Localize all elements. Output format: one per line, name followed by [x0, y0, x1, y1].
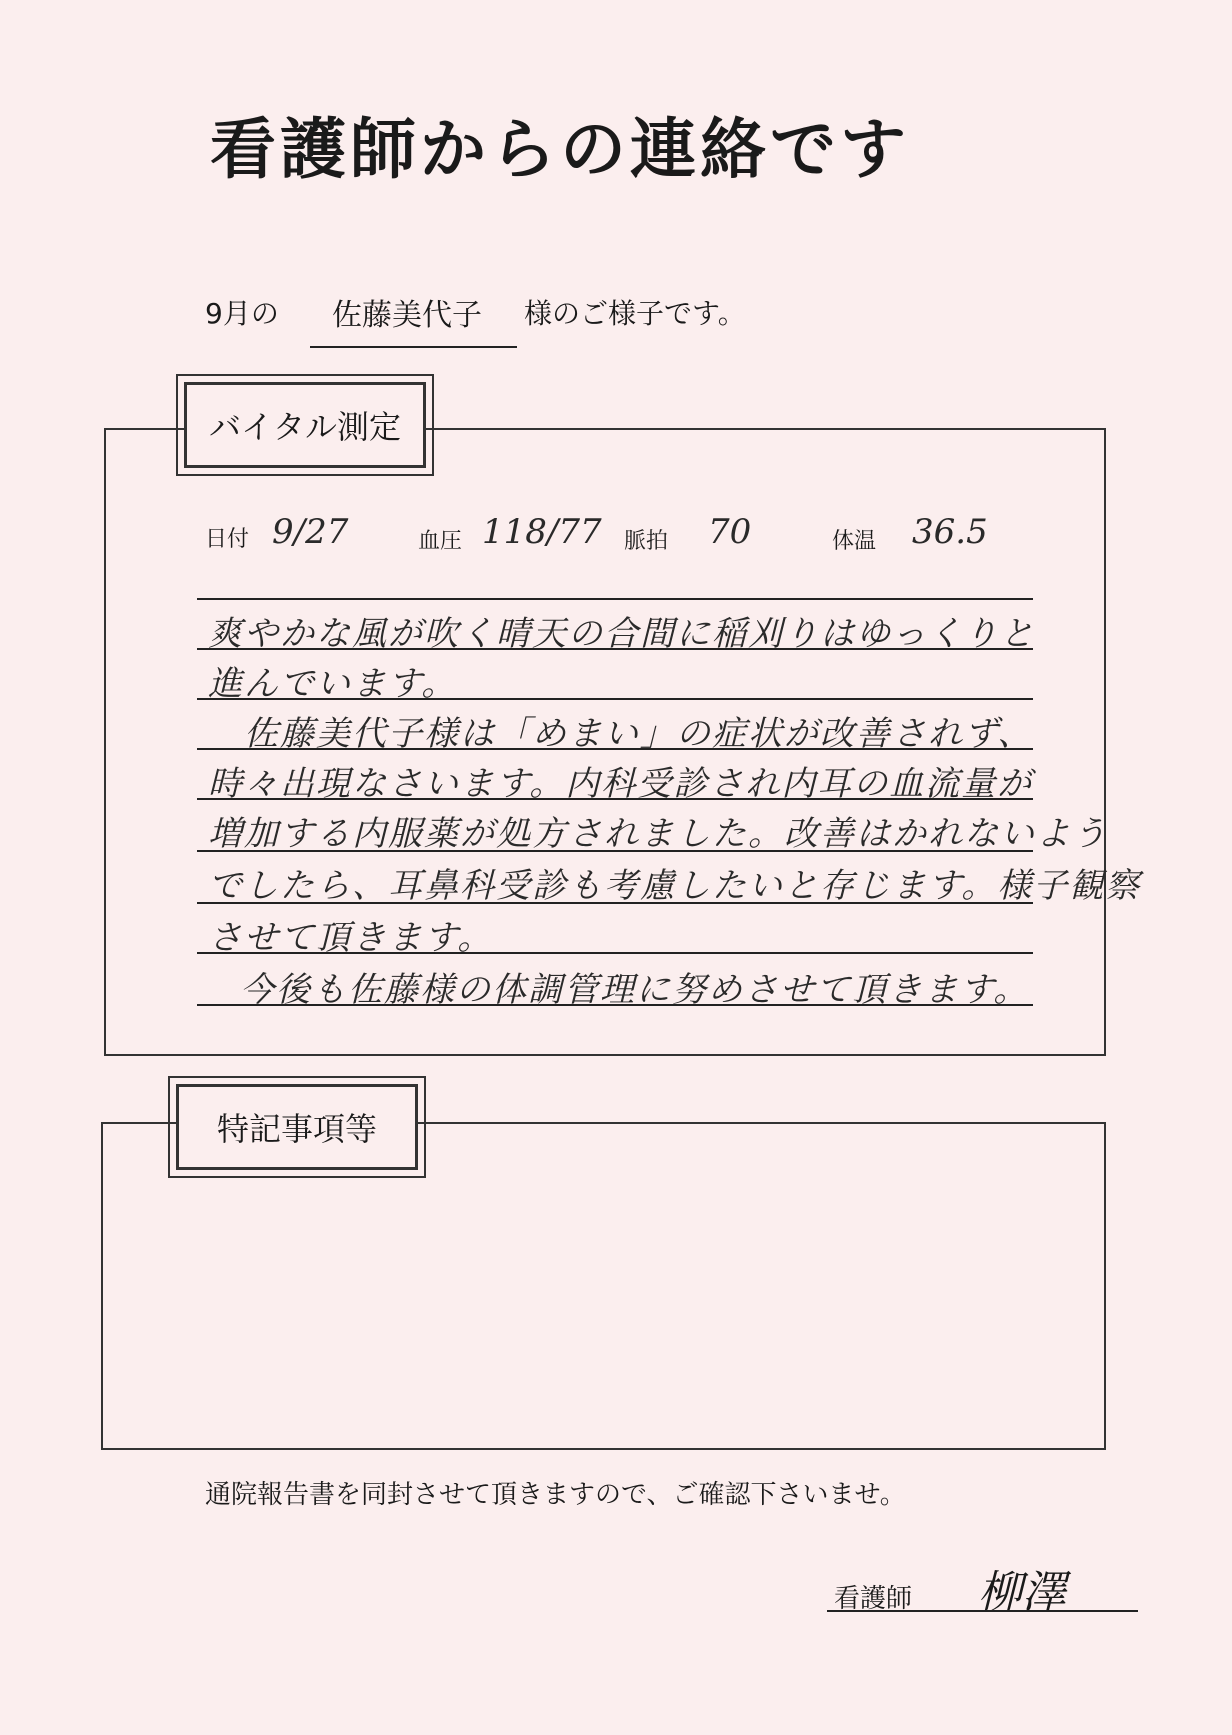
memo-line: 爽やかな風が吹く晴天の合間に稲刈りはゆっくりと: [208, 614, 1036, 654]
patient-prefix: 9月の: [205, 297, 279, 330]
temperature-label: 体温: [832, 529, 877, 554]
blood-pressure-value: 118/77: [482, 512, 602, 552]
nurse-signature: 柳澤: [978, 1567, 1066, 1618]
patient-suffix: 様のご様子です。: [524, 297, 746, 330]
date-value: 9/27: [272, 512, 349, 552]
page-title: 看護師からの連絡です: [210, 111, 910, 188]
memo-line: 進んでいます。: [208, 664, 458, 704]
memo-line: 佐藤美代子様は「めまい」の症状が改善されず、: [244, 714, 1034, 754]
notes-box: [101, 1122, 1106, 1450]
temperature-value: 36.5: [912, 512, 988, 552]
memo-line: 増加する内服薬が処方されました。改善はかれないよう: [208, 814, 1108, 854]
blood-pressure-label: 血圧: [418, 529, 463, 554]
memo-line: でしたら、耳鼻科受診も考慮したいと存じます。様子観察: [208, 866, 1142, 906]
memo-line: 時々出現なさいます。内科受診され内耳の血流量が: [208, 764, 1034, 804]
nurse-label: 看護師: [834, 1584, 913, 1614]
date-label: 日付: [205, 527, 250, 552]
memo-line: させて頂きます。: [208, 918, 494, 958]
memo-rule: [197, 598, 1033, 600]
footer-note: 通院報告書を同封させて頂きますので、ご確認下さいませ。: [205, 1480, 906, 1510]
memo-line: 今後も佐藤様の体調管理に努めさせて頂きます。: [240, 970, 1030, 1010]
pulse-label: 脈拍: [624, 529, 669, 554]
pulse-value: 70: [708, 512, 752, 552]
vitals-section-label: バイタル測定: [184, 382, 426, 468]
patient-name: 佐藤美代子: [332, 298, 482, 333]
notes-section-label: 特記事項等: [176, 1084, 418, 1170]
nurse-signature-underline: [827, 1610, 1138, 1612]
patient-name-underline: [310, 346, 517, 348]
